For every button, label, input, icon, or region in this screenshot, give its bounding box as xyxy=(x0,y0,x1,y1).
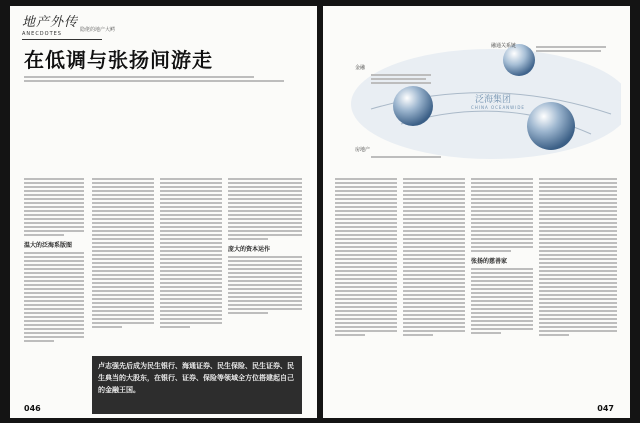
right-page xyxy=(323,6,630,418)
right-body-column-1 xyxy=(335,178,397,338)
pull-quote: 卢志强先后成为民生银行、海通证券、民生保险、民生证券、民生典当的大股东，在银行、证券、保险等领域全方位搭建起自己的金融王国。 xyxy=(98,362,294,394)
brand-name-en: CHINA OCEANWIDE xyxy=(471,105,525,110)
page-number-right: 047 xyxy=(597,404,614,413)
body-column-4 xyxy=(228,178,302,316)
map-caption-top xyxy=(536,46,606,54)
article-title: 在低调与张扬间游走 xyxy=(24,48,213,72)
column-logo: 地产外传 xyxy=(22,15,79,30)
section-heading: 温大的泛海系版图 xyxy=(24,242,73,249)
section-heading: 庞大的资本运作 xyxy=(228,246,271,253)
globe-small-icon xyxy=(393,86,433,126)
brand-name-cn: 泛海集团 xyxy=(475,95,512,105)
map-tag-finance: 金融 xyxy=(355,65,366,71)
column-logo-en: ANECDOTES xyxy=(22,31,62,37)
pull-quote-box xyxy=(92,356,302,414)
map-caption-finance xyxy=(371,74,441,86)
column-tagline: 隐佬的地产大鳄 xyxy=(80,27,116,33)
map-tag-realestate: 房地产 xyxy=(355,147,371,153)
header-divider xyxy=(22,39,102,40)
left-page xyxy=(10,6,317,418)
map-tag-top: 融通关系链 xyxy=(491,43,517,49)
right-body-column-2 xyxy=(403,178,465,338)
column-header xyxy=(22,11,78,37)
globe-large-icon xyxy=(527,102,575,150)
right-body-column-3 xyxy=(471,178,533,336)
company-graphic xyxy=(341,34,621,174)
body-column-3 xyxy=(160,178,222,330)
article-lead xyxy=(24,76,294,84)
page-number-left: 046 xyxy=(24,404,41,413)
right-body-column-4 xyxy=(539,178,617,338)
section-heading: 张扬的慈善家 xyxy=(471,258,508,265)
body-column-2 xyxy=(92,178,154,330)
body-column-1 xyxy=(24,178,84,344)
map-caption-realestate xyxy=(371,156,441,160)
